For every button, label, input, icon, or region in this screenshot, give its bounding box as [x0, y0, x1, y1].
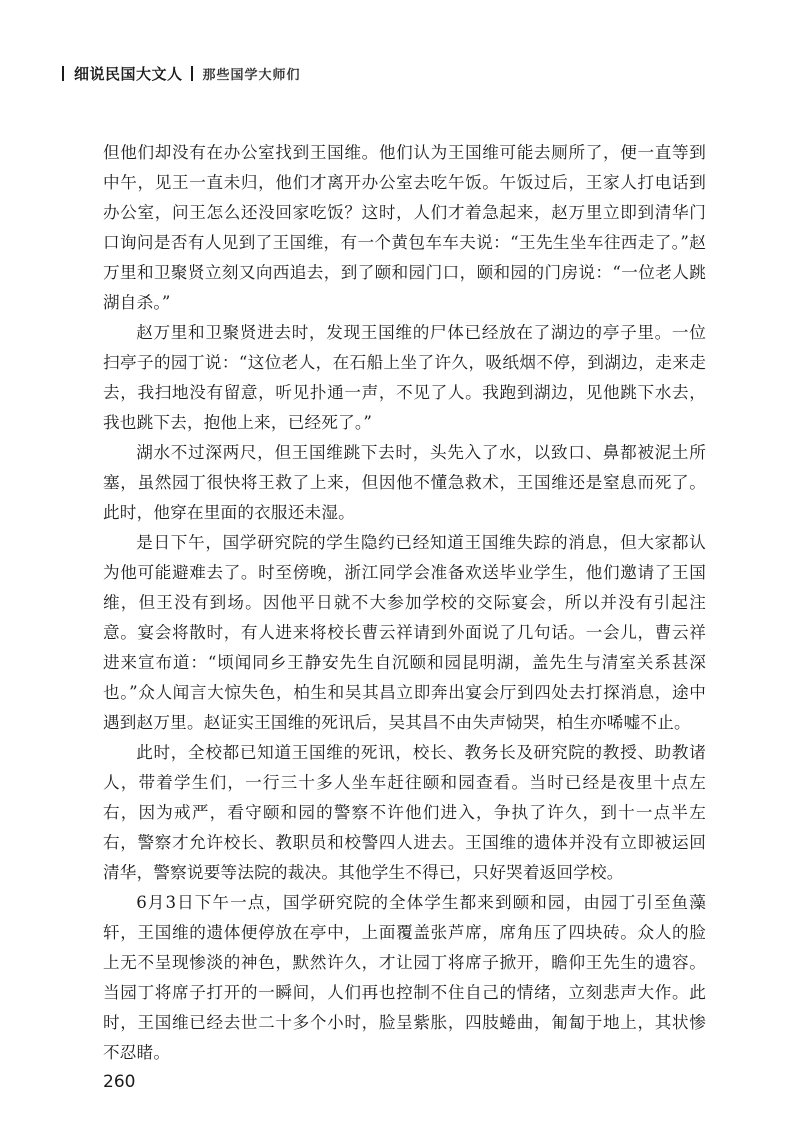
running-header: [62, 62, 301, 84]
paragraph: 湖水不过深两尺，但王国维跳下去时，头先入了水，以致口、鼻都被泥土所塞，虽然园丁很快将王救了上来，但因他不懂急救术，王国维还是窒息而死了。此时，他穿在里面的衣服还未湿。: [103, 443, 706, 522]
paragraph: 此时，全校都已知道王国维的死讯，校长、教务长及研究院的教授、助教诸人，带着学生们，一行三十多人坐车赶往颐和园查看。当时已经是夜里十点左右，因为戒严，看守颐和园的警察不许他们进入，争执了许久，到十一点半左右，警察才允许校长、教职员和校警四人进去。王国维的遗体并没有立即被运回清华，警察说要等法院的裁决。其他学生不得已，只好哭着返回学校。: [103, 743, 706, 882]
paragraph: 6月3日下午一点，国学研究院的全体学生都来到颐和园，由园丁引至鱼藻轩，王国维的遗体便停放在亭中，上面覆盖张芦席，席角压了四块砖。众人的脸上无不呈现惨淡的神色，默然许久，才让园丁将席子掀开，瞻仰王先生的遗容。当园丁将席子打开的一瞬间，人们再也控制不住自己的情绪，立刻悲声大作。此时，王国维已经去世二十多个小时，脸呈紫胀，四肢蜷曲，匍匐于地上，其状惨不忍睹。: [103, 893, 706, 1062]
header-divider: [191, 66, 193, 81]
body-text: [103, 138, 706, 1068]
chapter-title: 那些国学大师们: [202, 67, 301, 83]
paragraph: 是日下午，国学研究院的学生隐约已经知道王国维失踪的消息，但大家都认为他可能避难去了。时至傍晚，浙江同学会准备欢送毕业学生，他们邀请了王国维，但王没有到场。因他平日就不大参加学校的交际宴会，所以并没有引起注意。宴会将散时，有人进来将校长曹云祥请到外面说了几句话。一会儿，曹云祥进来宣布道：“顷闻同乡王静安先生自沉颐和园昆明湖，盖先生与清室关系甚深也。”众人闻言大惊失色，柏生和吴其昌立即奔出宴会厅到四处去打探消息，途中遇到赵万里。赵证实王国维的死讯后，吴其昌不由失声恸哭，柏生亦唏嘘不止。: [103, 533, 706, 732]
paragraph: 赵万里和卫聚贤进去时，发现王国维的尸体已经放在了湖边的亭子里。一位扫亭子的园丁说：“这位老人，在石船上坐了许久，吸纸烟不停，到湖边，走来走去，我扫地没有留意，听见扑通一声，不见了人。我跑到湖边，见他跳下水去，我也跳下去，抱他上来，已经死了。”: [103, 323, 706, 432]
header-left-bar: [62, 66, 64, 81]
paragraph: 但他们却没有在办公室找到王国维。他们认为王国维可能去厕所了，便一直等到中午，见王一直未归，他们才离开办公室去吃午饭。午饭过后，王家人打电话到办公室，问王怎么还没回家吃饭？这时，人们才着急起来，赵万里立即到清华门口询问是否有人见到了王国维，有一个黄包车车夫说：“王先生坐车往西走了。”赵万里和卫聚贤立刻又向西追去，到了颐和园门口，颐和园的门房说：“一位老人跳湖自杀。”: [103, 143, 706, 312]
page-number: 260: [103, 1072, 136, 1092]
book-title: 细说民国大文人: [74, 64, 183, 83]
